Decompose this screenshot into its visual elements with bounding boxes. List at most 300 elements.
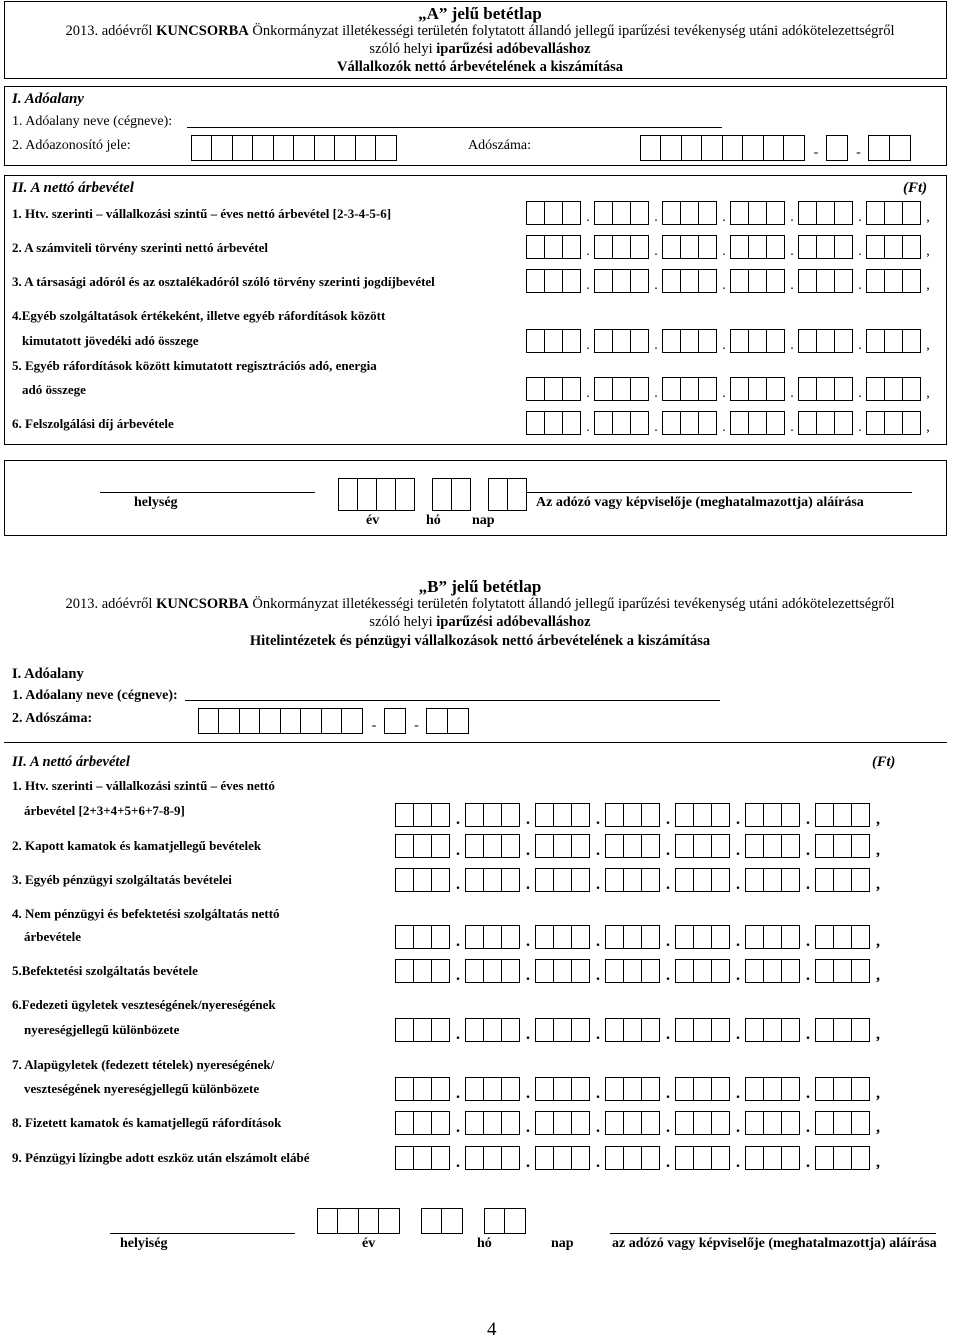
digit-box[interactable]: [641, 1146, 660, 1170]
digit-box[interactable]: [605, 1111, 624, 1135]
digit-box[interactable]: [766, 377, 785, 401]
digit-box[interactable]: [815, 1077, 834, 1101]
amount-boxes[interactable]: [396, 1111, 886, 1135]
digit-box[interactable]: [826, 135, 848, 161]
digit-box[interactable]: [630, 269, 649, 293]
digit-box[interactable]: [675, 803, 694, 827]
digit-box[interactable]: [641, 925, 660, 949]
digit-box[interactable]: [711, 1111, 730, 1135]
digit-box[interactable]: [562, 235, 581, 259]
digit-box[interactable]: [866, 235, 885, 259]
digit-box[interactable]: [866, 411, 885, 435]
digit-box[interactable]: [501, 1018, 520, 1042]
digit-box[interactable]: [465, 1018, 484, 1042]
digit-box[interactable]: [544, 235, 563, 259]
digit-box[interactable]: [630, 377, 649, 401]
digit-box[interactable]: [280, 708, 302, 734]
digit-box[interactable]: [884, 411, 903, 435]
digit-box[interactable]: [605, 925, 624, 949]
digit-box[interactable]: [465, 868, 484, 892]
digit-box[interactable]: [395, 803, 414, 827]
digit-box[interactable]: [465, 1077, 484, 1101]
digit-box[interactable]: [711, 868, 730, 892]
digit-box[interactable]: [293, 135, 315, 161]
digit-box[interactable]: [766, 269, 785, 293]
digit-box[interactable]: [395, 1111, 414, 1135]
digit-box[interactable]: [833, 959, 852, 983]
digit-box[interactable]: [259, 708, 281, 734]
digit-box[interactable]: [675, 925, 694, 949]
digit-box[interactable]: [341, 708, 363, 734]
digit-box[interactable]: [833, 1018, 852, 1042]
digit-box[interactable]: [851, 834, 870, 858]
digit-box[interactable]: [594, 269, 613, 293]
digit-box[interactable]: [834, 377, 853, 401]
digit-box[interactable]: [902, 235, 921, 259]
digit-box[interactable]: [763, 803, 782, 827]
digit-box[interactable]: [562, 329, 581, 353]
date-boxes[interactable]: [318, 1208, 526, 1234]
digit-box[interactable]: [745, 868, 764, 892]
digit-box[interactable]: [562, 411, 581, 435]
digit-box[interactable]: [833, 925, 852, 949]
digit-box[interactable]: [605, 868, 624, 892]
digit-box[interactable]: [675, 959, 694, 983]
digit-box[interactable]: [798, 411, 817, 435]
digit-box[interactable]: [501, 834, 520, 858]
digit-box[interactable]: [375, 135, 397, 161]
digit-box[interactable]: [884, 377, 903, 401]
amount-boxes[interactable]: [527, 411, 935, 435]
digit-box[interactable]: [680, 269, 699, 293]
digit-box[interactable]: [816, 235, 835, 259]
digit-box[interactable]: [766, 235, 785, 259]
digit-box[interactable]: [730, 329, 749, 353]
digit-box[interactable]: [623, 868, 642, 892]
digit-box[interactable]: [730, 269, 749, 293]
digit-box[interactable]: [851, 959, 870, 983]
form-b-taxno-boxes[interactable]: [199, 708, 469, 734]
digit-box[interactable]: [816, 411, 835, 435]
digit-box[interactable]: [488, 478, 508, 511]
digit-box[interactable]: [833, 868, 852, 892]
digit-box[interactable]: [722, 135, 744, 161]
digit-box[interactable]: [798, 329, 817, 353]
digit-box[interactable]: [833, 1146, 852, 1170]
digit-box[interactable]: [553, 1146, 572, 1170]
digit-box[interactable]: [884, 269, 903, 293]
digit-box[interactable]: [553, 834, 572, 858]
digit-box[interactable]: [889, 135, 911, 161]
digit-box[interactable]: [815, 925, 834, 949]
digit-box[interactable]: [484, 1208, 506, 1234]
digit-box[interactable]: [745, 959, 764, 983]
digit-box[interactable]: [571, 803, 590, 827]
digit-box[interactable]: [681, 135, 703, 161]
digit-box[interactable]: [833, 834, 852, 858]
digit-box[interactable]: [413, 1018, 432, 1042]
digit-box[interactable]: [701, 135, 723, 161]
digit-box[interactable]: [507, 478, 527, 511]
digit-box[interactable]: [594, 411, 613, 435]
digit-box[interactable]: [465, 1146, 484, 1170]
digit-box[interactable]: [612, 411, 631, 435]
digit-box[interactable]: [834, 201, 853, 225]
digit-box[interactable]: [501, 803, 520, 827]
digit-box[interactable]: [693, 925, 712, 949]
digit-box[interactable]: [675, 868, 694, 892]
digit-box[interactable]: [535, 925, 554, 949]
digit-box[interactable]: [191, 135, 213, 161]
digit-box[interactable]: [763, 868, 782, 892]
digit-box[interactable]: [431, 959, 450, 983]
digit-box[interactable]: [431, 1077, 450, 1101]
digit-box[interactable]: [571, 959, 590, 983]
digit-box[interactable]: [211, 135, 233, 161]
digit-box[interactable]: [623, 1077, 642, 1101]
digit-box[interactable]: [198, 708, 220, 734]
digit-box[interactable]: [395, 868, 414, 892]
digit-box[interactable]: [612, 201, 631, 225]
digit-box[interactable]: [562, 201, 581, 225]
digit-box[interactable]: [763, 834, 782, 858]
digit-box[interactable]: [781, 1111, 800, 1135]
digit-box[interactable]: [395, 478, 415, 511]
digit-box[interactable]: [730, 377, 749, 401]
digit-box[interactable]: [378, 1208, 400, 1234]
amount-boxes[interactable]: [396, 803, 886, 827]
digit-box[interactable]: [317, 1208, 339, 1234]
digit-box[interactable]: [441, 1208, 463, 1234]
digit-box[interactable]: [815, 834, 834, 858]
digit-box[interactable]: [395, 834, 414, 858]
digit-box[interactable]: [730, 235, 749, 259]
digit-box[interactable]: [766, 329, 785, 353]
digit-box[interactable]: [884, 329, 903, 353]
digit-box[interactable]: [431, 1111, 450, 1135]
digit-box[interactable]: [544, 377, 563, 401]
digit-box[interactable]: [376, 478, 396, 511]
digit-box[interactable]: [413, 1146, 432, 1170]
digit-box[interactable]: [594, 235, 613, 259]
digit-box[interactable]: [501, 1146, 520, 1170]
digit-box[interactable]: [641, 959, 660, 983]
digit-box[interactable]: [815, 959, 834, 983]
digit-box[interactable]: [641, 1111, 660, 1135]
digit-box[interactable]: [483, 834, 502, 858]
digit-box[interactable]: [781, 834, 800, 858]
digit-box[interactable]: [693, 868, 712, 892]
digit-box[interactable]: [798, 377, 817, 401]
digit-box[interactable]: [465, 803, 484, 827]
digit-box[interactable]: [815, 1018, 834, 1042]
digit-box[interactable]: [851, 868, 870, 892]
amount-boxes[interactable]: [396, 1146, 886, 1170]
amount-boxes[interactable]: [396, 868, 886, 892]
digit-box[interactable]: [693, 1146, 712, 1170]
digit-box[interactable]: [605, 1146, 624, 1170]
digit-box[interactable]: [766, 201, 785, 225]
digit-box[interactable]: [544, 411, 563, 435]
digit-box[interactable]: [413, 1111, 432, 1135]
digit-box[interactable]: [239, 708, 261, 734]
digit-box[interactable]: [432, 478, 452, 511]
digit-box[interactable]: [612, 329, 631, 353]
digit-box[interactable]: [544, 201, 563, 225]
digit-box[interactable]: [421, 1208, 443, 1234]
digit-box[interactable]: [465, 925, 484, 949]
digit-box[interactable]: [431, 868, 450, 892]
digit-box[interactable]: [693, 834, 712, 858]
digit-box[interactable]: [232, 135, 254, 161]
digit-box[interactable]: [605, 834, 624, 858]
digit-box[interactable]: [745, 1018, 764, 1042]
digit-box[interactable]: [535, 959, 554, 983]
digit-box[interactable]: [612, 377, 631, 401]
amount-boxes[interactable]: [396, 834, 886, 858]
digit-box[interactable]: [641, 834, 660, 858]
digit-box[interactable]: [300, 708, 322, 734]
digit-box[interactable]: [553, 959, 572, 983]
digit-box[interactable]: [357, 478, 377, 511]
digit-box[interactable]: [571, 1146, 590, 1170]
digit-box[interactable]: [594, 329, 613, 353]
digit-box[interactable]: [748, 329, 767, 353]
digit-box[interactable]: [413, 834, 432, 858]
digit-box[interactable]: [763, 135, 785, 161]
digit-box[interactable]: [501, 959, 520, 983]
digit-box[interactable]: [711, 803, 730, 827]
digit-box[interactable]: [675, 1077, 694, 1101]
digit-box[interactable]: [745, 834, 764, 858]
digit-box[interactable]: [680, 329, 699, 353]
form-a-name-line[interactable]: [187, 127, 722, 128]
digit-box[interactable]: [798, 201, 817, 225]
digit-box[interactable]: [815, 868, 834, 892]
digit-box[interactable]: [395, 1146, 414, 1170]
digit-box[interactable]: [431, 803, 450, 827]
digit-box[interactable]: [535, 1111, 554, 1135]
amount-boxes[interactable]: [527, 269, 935, 293]
digit-box[interactable]: [816, 201, 835, 225]
digit-box[interactable]: [698, 329, 717, 353]
digit-box[interactable]: [834, 329, 853, 353]
digit-box[interactable]: [693, 803, 712, 827]
digit-box[interactable]: [662, 269, 681, 293]
digit-box[interactable]: [535, 1146, 554, 1170]
digit-box[interactable]: [748, 411, 767, 435]
digit-box[interactable]: [851, 1111, 870, 1135]
digit-box[interactable]: [451, 478, 471, 511]
digit-box[interactable]: [594, 201, 613, 225]
digit-box[interactable]: [612, 269, 631, 293]
digit-box[interactable]: [571, 868, 590, 892]
digit-box[interactable]: [338, 478, 358, 511]
digit-box[interactable]: [711, 1077, 730, 1101]
digit-box[interactable]: [693, 1111, 712, 1135]
digit-box[interactable]: [763, 1111, 782, 1135]
digit-box[interactable]: [851, 925, 870, 949]
digit-box[interactable]: [504, 1208, 526, 1234]
digit-box[interactable]: [730, 201, 749, 225]
amount-boxes[interactable]: [527, 235, 935, 259]
digit-box[interactable]: [594, 377, 613, 401]
digit-box[interactable]: [501, 1077, 520, 1101]
amount-boxes[interactable]: [396, 959, 886, 983]
digit-box[interactable]: [834, 269, 853, 293]
digit-box[interactable]: [571, 834, 590, 858]
amount-boxes[interactable]: [396, 1018, 886, 1042]
digit-box[interactable]: [748, 269, 767, 293]
digit-box[interactable]: [355, 135, 377, 161]
digit-box[interactable]: [711, 959, 730, 983]
digit-box[interactable]: [501, 925, 520, 949]
amount-boxes[interactable]: [527, 377, 935, 401]
digit-box[interactable]: [763, 1146, 782, 1170]
digit-box[interactable]: [693, 1077, 712, 1101]
digit-box[interactable]: [781, 1077, 800, 1101]
digit-box[interactable]: [662, 377, 681, 401]
digit-box[interactable]: [834, 235, 853, 259]
digit-box[interactable]: [662, 201, 681, 225]
digit-box[interactable]: [395, 959, 414, 983]
digit-box[interactable]: [252, 135, 274, 161]
digit-box[interactable]: [745, 803, 764, 827]
digit-box[interactable]: [675, 1146, 694, 1170]
digit-box[interactable]: [273, 135, 295, 161]
digit-box[interactable]: [866, 329, 885, 353]
digit-box[interactable]: [641, 1018, 660, 1042]
digit-box[interactable]: [816, 377, 835, 401]
digit-box[interactable]: [851, 1018, 870, 1042]
digit-box[interactable]: [781, 925, 800, 949]
digit-box[interactable]: [783, 135, 805, 161]
digit-box[interactable]: [693, 1018, 712, 1042]
digit-box[interactable]: [745, 1077, 764, 1101]
digit-box[interactable]: [781, 959, 800, 983]
digit-box[interactable]: [612, 235, 631, 259]
digit-box[interactable]: [833, 803, 852, 827]
digit-box[interactable]: [544, 269, 563, 293]
digit-box[interactable]: [902, 329, 921, 353]
digit-box[interactable]: [395, 1077, 414, 1101]
amount-boxes[interactable]: [527, 329, 935, 353]
digit-box[interactable]: [763, 925, 782, 949]
digit-box[interactable]: [641, 1077, 660, 1101]
digit-box[interactable]: [815, 1111, 834, 1135]
digit-box[interactable]: [698, 377, 717, 401]
digit-box[interactable]: [630, 411, 649, 435]
digit-box[interactable]: [680, 411, 699, 435]
digit-box[interactable]: [748, 235, 767, 259]
digit-box[interactable]: [413, 959, 432, 983]
digit-box[interactable]: [902, 269, 921, 293]
digit-box[interactable]: [544, 329, 563, 353]
digit-box[interactable]: [711, 1018, 730, 1042]
digit-box[interactable]: [748, 201, 767, 225]
digit-box[interactable]: [431, 834, 450, 858]
digit-box[interactable]: [553, 1111, 572, 1135]
digit-box[interactable]: [834, 411, 853, 435]
digit-box[interactable]: [623, 1111, 642, 1135]
digit-box[interactable]: [535, 834, 554, 858]
digit-box[interactable]: [711, 925, 730, 949]
digit-box[interactable]: [483, 868, 502, 892]
digit-box[interactable]: [431, 1018, 450, 1042]
digit-box[interactable]: [680, 235, 699, 259]
digit-box[interactable]: [675, 1018, 694, 1042]
digit-box[interactable]: [698, 235, 717, 259]
digit-box[interactable]: [465, 959, 484, 983]
digit-box[interactable]: [562, 377, 581, 401]
digit-box[interactable]: [314, 135, 336, 161]
amount-boxes[interactable]: [396, 925, 886, 949]
digit-box[interactable]: [711, 834, 730, 858]
digit-box[interactable]: [902, 377, 921, 401]
digit-box[interactable]: [866, 269, 885, 293]
digit-box[interactable]: [884, 235, 903, 259]
digit-box[interactable]: [742, 135, 764, 161]
digit-box[interactable]: [334, 135, 356, 161]
digit-box[interactable]: [553, 803, 572, 827]
digit-box[interactable]: [745, 1146, 764, 1170]
digit-box[interactable]: [630, 201, 649, 225]
digit-box[interactable]: [413, 925, 432, 949]
digit-box[interactable]: [816, 269, 835, 293]
digit-box[interactable]: [535, 1018, 554, 1042]
digit-box[interactable]: [605, 1077, 624, 1101]
amount-boxes[interactable]: [527, 201, 935, 225]
digit-box[interactable]: [698, 201, 717, 225]
digit-box[interactable]: [630, 329, 649, 353]
digit-box[interactable]: [763, 959, 782, 983]
digit-box[interactable]: [902, 201, 921, 225]
digit-box[interactable]: [623, 1146, 642, 1170]
digit-box[interactable]: [384, 708, 406, 734]
digit-box[interactable]: [884, 201, 903, 225]
digit-box[interactable]: [483, 1018, 502, 1042]
digit-box[interactable]: [623, 959, 642, 983]
form-a-taxno-boxes[interactable]: [641, 135, 911, 161]
form-a-taxid-boxes[interactable]: [192, 135, 397, 161]
digit-box[interactable]: [662, 411, 681, 435]
digit-box[interactable]: [630, 235, 649, 259]
digit-box[interactable]: [851, 1146, 870, 1170]
digit-box[interactable]: [680, 201, 699, 225]
digit-box[interactable]: [781, 868, 800, 892]
digit-box[interactable]: [851, 1077, 870, 1101]
digit-box[interactable]: [465, 834, 484, 858]
digit-box[interactable]: [698, 269, 717, 293]
digit-box[interactable]: [711, 1146, 730, 1170]
digit-box[interactable]: [605, 803, 624, 827]
digit-box[interactable]: [526, 377, 545, 401]
amount-boxes[interactable]: [396, 1077, 886, 1101]
signature-line[interactable]: [527, 492, 912, 493]
digit-box[interactable]: [763, 1018, 782, 1042]
digit-box[interactable]: [526, 201, 545, 225]
digit-box[interactable]: [851, 803, 870, 827]
digit-box[interactable]: [465, 1111, 484, 1135]
digit-box[interactable]: [662, 329, 681, 353]
digit-box[interactable]: [640, 135, 662, 161]
digit-box[interactable]: [766, 411, 785, 435]
digit-box[interactable]: [781, 1146, 800, 1170]
digit-box[interactable]: [745, 1111, 764, 1135]
digit-box[interactable]: [571, 925, 590, 949]
digit-box[interactable]: [816, 329, 835, 353]
digit-box[interactable]: [623, 1018, 642, 1042]
